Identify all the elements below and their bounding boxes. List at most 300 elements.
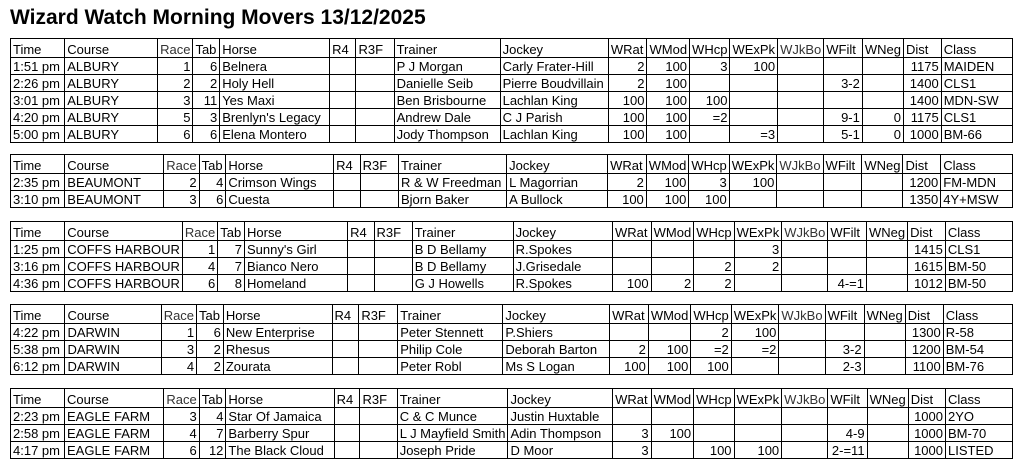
header-r4: R4 — [348, 222, 374, 241]
cell-wmod: 100 — [648, 341, 691, 358]
cell-wmod: 100 — [647, 75, 690, 92]
header-tab: Tab — [193, 39, 220, 58]
cell-course: ALBURY — [65, 109, 158, 126]
cell-class: CLS1 — [941, 109, 1012, 126]
cell-class: 4Y+MSW — [941, 191, 1013, 208]
cell-wjkbo — [779, 324, 825, 341]
cell-tab: 4 — [199, 408, 226, 425]
cell-trainer: L J Mayfield Smith — [397, 425, 508, 442]
header-dist: Dist — [905, 305, 943, 324]
race-group-table — [10, 221, 1013, 292]
table-row — [11, 109, 1013, 126]
header-class: Class — [941, 39, 1012, 58]
cell-wrat — [613, 258, 652, 275]
cell-class: 2YO — [946, 408, 1013, 425]
cell-horse: Elena Montero — [220, 126, 330, 143]
header-course: Course — [65, 39, 158, 58]
cell-course: DARWIN — [65, 358, 161, 375]
cell-wmod: 2 — [651, 275, 694, 292]
cell-wneg — [862, 174, 903, 191]
cell-course: COFFS HARBOUR — [65, 275, 183, 292]
cell-wfilt: 3-2 — [825, 341, 864, 358]
cell-dist: 1000 — [908, 425, 945, 442]
cell-jockey: C J Parish — [500, 109, 608, 126]
header-time: Time — [11, 222, 65, 241]
cell-tab: 12 — [199, 442, 226, 459]
cell-r3f — [360, 408, 397, 425]
header-race: Race — [158, 39, 193, 58]
header-tab: Tab — [218, 222, 245, 241]
header-trainer: Trainer — [412, 222, 513, 241]
header-r3f: R3F — [360, 155, 398, 174]
cell-tab: 4 — [199, 174, 226, 191]
table-row — [11, 191, 1013, 208]
header-jockey: Jockey — [508, 389, 613, 408]
cell-time: 6:12 pm — [11, 358, 65, 375]
cell-race: 6 — [182, 275, 217, 292]
cell-r3f — [359, 358, 398, 375]
cell-horse: Brenlyn's Legacy — [220, 109, 330, 126]
cell-trainer: Peter Stennett — [398, 324, 503, 341]
header-r4: R4 — [332, 305, 359, 324]
header-horse: Horse — [220, 39, 330, 58]
cell-time: 3:10 pm — [11, 191, 65, 208]
cell-time: 4:36 pm — [11, 275, 65, 292]
cell-wjkbo — [782, 442, 828, 459]
cell-r3f — [360, 425, 397, 442]
cell-wneg — [867, 408, 908, 425]
cell-trainer: Joseph Pride — [397, 442, 508, 459]
header-row — [11, 155, 1013, 174]
cell-r3f — [356, 58, 394, 75]
header-race: Race — [182, 222, 217, 241]
cell-wmod: 100 — [651, 425, 694, 442]
cell-class: FM-MDN — [941, 174, 1013, 191]
cell-tab: 3 — [193, 109, 220, 126]
cell-wjkbo — [778, 75, 824, 92]
cell-jockey: J.Grisedale — [513, 258, 612, 275]
cell-race: 5 — [158, 109, 193, 126]
cell-wrat: 100 — [610, 358, 649, 375]
header-horse: Horse — [226, 389, 334, 408]
cell-wjkbo — [777, 191, 823, 208]
cell-time: 3:16 pm — [11, 258, 65, 275]
header-tab: Tab — [199, 155, 226, 174]
cell-course: ALBURY — [65, 92, 158, 109]
header-class: Class — [945, 222, 1012, 241]
header-wmod: WMod — [651, 222, 694, 241]
header-wneg: WNeg — [862, 155, 903, 174]
header-wmod: WMod — [646, 155, 689, 174]
cell-time: 1:51 pm — [11, 58, 65, 75]
cell-race: 6 — [164, 442, 199, 459]
cell-tab: 7 — [199, 425, 226, 442]
header-wrat: WRat — [608, 155, 647, 174]
cell-jockey: Justin Huxtable — [508, 408, 613, 425]
header-wexpk: WExPk — [729, 155, 777, 174]
cell-whcp: 2 — [691, 324, 731, 341]
header-r3f: R3F — [374, 222, 412, 241]
cell-whcp: 2 — [694, 258, 734, 275]
cell-whcp: 100 — [690, 92, 730, 109]
header-wexpk: WExPk — [734, 222, 782, 241]
cell-wexpk — [729, 191, 777, 208]
table-row — [11, 408, 1013, 425]
table-row — [11, 358, 1013, 375]
header-r4: R4 — [330, 39, 356, 58]
cell-wjkbo — [779, 358, 825, 375]
cell-horse: Homeland — [245, 275, 348, 292]
cell-wmod: 100 — [646, 174, 689, 191]
header-wfilt: WFilt — [823, 155, 862, 174]
cell-r4 — [330, 58, 356, 75]
cell-race: 6 — [158, 126, 193, 143]
cell-time: 2:26 pm — [11, 75, 65, 92]
cell-wneg — [867, 241, 908, 258]
header-dist: Dist — [903, 155, 941, 174]
cell-wmod: 100 — [647, 58, 690, 75]
cell-wrat: 2 — [608, 174, 647, 191]
header-wexpk: WExPk — [730, 39, 778, 58]
cell-race: 4 — [161, 358, 196, 375]
table-row — [11, 174, 1013, 191]
cell-wmod: 100 — [647, 92, 690, 109]
cell-race: 1 — [161, 324, 196, 341]
cell-tab: 11 — [193, 92, 220, 109]
cell-dist: 1175 — [904, 109, 942, 126]
cell-wmod: 100 — [646, 191, 689, 208]
cell-wrat: 2 — [608, 75, 647, 92]
cell-wfilt: 3-2 — [824, 75, 863, 92]
cell-course: ALBURY — [65, 126, 158, 143]
header-tab: Tab — [199, 389, 226, 408]
cell-tab: 2 — [197, 341, 224, 358]
cell-dist: 1415 — [908, 241, 946, 258]
header-jockey: Jockey — [507, 155, 608, 174]
cell-wmod — [648, 324, 691, 341]
cell-wjkbo — [782, 275, 828, 292]
cell-r4 — [334, 191, 361, 208]
cell-wfilt: 2-=11 — [828, 442, 867, 459]
header-wjkbo: WJkBo — [778, 39, 824, 58]
header-trainer: Trainer — [398, 155, 506, 174]
cell-r3f — [359, 324, 398, 341]
cell-r3f — [356, 126, 394, 143]
cell-r4 — [334, 442, 360, 459]
header-tab: Tab — [197, 305, 224, 324]
cell-class: CLS1 — [945, 241, 1012, 258]
cell-r3f — [360, 191, 398, 208]
cell-dist: 1200 — [903, 174, 941, 191]
cell-class: BM-50 — [945, 258, 1012, 275]
cell-wmod — [651, 241, 694, 258]
cell-time: 4:17 pm — [11, 442, 65, 459]
header-row — [11, 39, 1013, 58]
cell-trainer: G J Howells — [412, 275, 513, 292]
cell-course: EAGLE FARM — [65, 408, 164, 425]
cell-tab: 6 — [199, 191, 226, 208]
cell-class: BM-76 — [943, 358, 1012, 375]
cell-course: EAGLE FARM — [65, 442, 164, 459]
table-row — [11, 126, 1013, 143]
header-whcp: WHcp — [689, 155, 729, 174]
cell-r4 — [348, 275, 374, 292]
cell-dist: 1012 — [908, 275, 946, 292]
header-time: Time — [11, 155, 65, 174]
cell-tab: 8 — [218, 275, 245, 292]
header-r3f: R3F — [360, 389, 397, 408]
header-wjkbo: WJkBo — [777, 155, 823, 174]
cell-tab: 6 — [197, 324, 224, 341]
cell-horse: Crimson Wings — [226, 174, 334, 191]
cell-wexpk — [734, 425, 782, 442]
cell-wmod — [651, 408, 694, 425]
table-row — [11, 275, 1013, 292]
cell-r4 — [330, 126, 356, 143]
cell-wneg: 0 — [862, 109, 903, 126]
cell-wneg — [867, 275, 908, 292]
cell-horse: Star Of Jamaica — [226, 408, 334, 425]
table-row — [11, 425, 1013, 442]
cell-r4 — [348, 258, 374, 275]
cell-wexpk: 2 — [734, 258, 782, 275]
cell-wfilt — [823, 191, 862, 208]
cell-jockey: Pierre Boudvillain — [500, 75, 608, 92]
table-row — [11, 58, 1013, 75]
cell-class: BM-50 — [945, 275, 1012, 292]
cell-dist: 1350 — [903, 191, 941, 208]
page-title: Wizard Watch Morning Movers 13/12/2025 — [10, 6, 426, 29]
header-jockey: Jockey — [513, 222, 612, 241]
header-time: Time — [11, 389, 65, 408]
cell-whcp — [694, 408, 734, 425]
header-wjkbo: WJkBo — [782, 222, 828, 241]
cell-wmod: 100 — [647, 109, 690, 126]
cell-wexpk: 100 — [731, 324, 779, 341]
cell-race: 3 — [164, 191, 199, 208]
cell-wrat — [613, 408, 652, 425]
cell-dist: 1300 — [905, 324, 943, 341]
cell-wjkbo — [782, 241, 828, 258]
cell-race: 4 — [164, 425, 199, 442]
cell-r3f — [374, 258, 412, 275]
cell-wrat: 100 — [608, 92, 647, 109]
cell-class: LISTED — [946, 442, 1013, 459]
cell-wjkbo — [782, 408, 828, 425]
cell-wfilt — [828, 258, 867, 275]
header-time: Time — [11, 39, 65, 58]
cell-horse: Bianco Nero — [245, 258, 348, 275]
header-course: Course — [65, 222, 183, 241]
cell-dist: 1000 — [908, 442, 945, 459]
cell-whcp — [694, 241, 734, 258]
cell-jockey: A Bullock — [507, 191, 608, 208]
cell-jockey: Deborah Barton — [503, 341, 610, 358]
cell-horse: Barberry Spur — [226, 425, 334, 442]
header-dist: Dist — [908, 389, 945, 408]
cell-wmod: 100 — [647, 126, 690, 143]
cell-wrat: 2 — [610, 341, 649, 358]
cell-whcp — [690, 126, 730, 143]
cell-wjkbo — [782, 258, 828, 275]
cell-r4 — [334, 425, 360, 442]
cell-wneg — [864, 358, 905, 375]
cell-tab: 7 — [218, 241, 245, 258]
cell-whcp: 2 — [694, 275, 734, 292]
cell-wexpk: 100 — [734, 442, 782, 459]
cell-trainer: Ben Brisbourne — [394, 92, 500, 109]
header-jockey: Jockey — [503, 305, 610, 324]
table-row — [11, 92, 1013, 109]
cell-course: DARWIN — [65, 341, 161, 358]
header-horse: Horse — [226, 155, 334, 174]
cell-time: 2:23 pm — [11, 408, 65, 425]
cell-class: R-58 — [943, 324, 1012, 341]
cell-wneg — [862, 75, 903, 92]
header-course: Course — [65, 305, 161, 324]
cell-class: BM-70 — [946, 425, 1013, 442]
cell-wrat: 100 — [608, 109, 647, 126]
cell-trainer: B D Bellamy — [412, 258, 513, 275]
cell-r4 — [334, 408, 360, 425]
cell-wrat: 100 — [608, 191, 647, 208]
header-wrat: WRat — [613, 222, 652, 241]
cell-dist: 1100 — [905, 358, 943, 375]
cell-wjkbo — [778, 58, 824, 75]
cell-race: 2 — [164, 174, 199, 191]
cell-r3f — [356, 75, 394, 92]
cell-wrat: 2 — [608, 58, 647, 75]
cell-r4 — [330, 109, 356, 126]
cell-wneg — [867, 258, 908, 275]
header-class: Class — [946, 389, 1013, 408]
race-group-table — [10, 388, 1013, 459]
cell-wneg: 0 — [862, 126, 903, 143]
cell-time: 1:25 pm — [11, 241, 65, 258]
cell-horse: New Enterprise — [223, 324, 332, 341]
cell-wfilt — [823, 174, 862, 191]
cell-time: 5:38 pm — [11, 341, 65, 358]
header-wmod: WMod — [651, 389, 694, 408]
cell-jockey: R.Spokes — [513, 275, 612, 292]
header-row — [11, 222, 1013, 241]
cell-jockey: Ms S Logan — [503, 358, 610, 375]
header-wrat: WRat — [608, 39, 647, 58]
cell-wneg — [864, 324, 905, 341]
header-wexpk: WExPk — [734, 389, 782, 408]
header-time: Time — [11, 305, 65, 324]
cell-wfilt: 4-=1 — [828, 275, 867, 292]
cell-wexpk — [731, 358, 779, 375]
cell-jockey: Adin Thompson — [508, 425, 613, 442]
cell-dist: 1400 — [904, 75, 942, 92]
header-wneg: WNeg — [864, 305, 905, 324]
cell-wfilt: 9-1 — [824, 109, 863, 126]
cell-horse: Zourata — [223, 358, 332, 375]
cell-wfilt — [828, 408, 867, 425]
cell-r3f — [374, 275, 412, 292]
cell-dist: 1400 — [904, 92, 942, 109]
cell-wneg — [862, 191, 903, 208]
cell-horse: Belnera — [220, 58, 330, 75]
cell-horse: Cuesta — [226, 191, 334, 208]
cell-r4 — [348, 241, 374, 258]
cell-jockey: Carly Frater-Hill — [500, 58, 608, 75]
header-wjkbo: WJkBo — [782, 389, 828, 408]
cell-trainer: Philip Cole — [398, 341, 503, 358]
cell-horse: Sunny's Girl — [245, 241, 348, 258]
cell-tab: 6 — [193, 58, 220, 75]
cell-wexpk — [730, 75, 778, 92]
cell-dist: 1000 — [908, 408, 945, 425]
header-wmod: WMod — [647, 39, 690, 58]
cell-wfilt — [824, 92, 863, 109]
cell-wexpk — [734, 275, 782, 292]
cell-tab: 7 — [218, 258, 245, 275]
cell-wjkbo — [782, 425, 828, 442]
cell-trainer: Peter Robl — [398, 358, 503, 375]
header-whcp: WHcp — [690, 39, 730, 58]
cell-race: 3 — [161, 341, 196, 358]
cell-wfilt: 4-9 — [828, 425, 867, 442]
cell-horse: Yes Maxi — [220, 92, 330, 109]
header-course: Course — [65, 155, 164, 174]
cell-wrat: 3 — [613, 442, 652, 459]
cell-r3f — [360, 174, 398, 191]
cell-whcp: 100 — [694, 442, 734, 459]
cell-jockey: R.Spokes — [513, 241, 612, 258]
cell-trainer: Bjorn Baker — [398, 191, 506, 208]
cell-horse: Holy Hell — [220, 75, 330, 92]
cell-whcp: 100 — [691, 358, 731, 375]
cell-jockey: P.Shiers — [503, 324, 610, 341]
cell-r3f — [360, 442, 397, 459]
cell-wrat — [613, 241, 652, 258]
cell-wexpk: =2 — [731, 341, 779, 358]
cell-wexpk: =3 — [730, 126, 778, 143]
header-wneg: WNeg — [867, 222, 908, 241]
cell-race: 4 — [182, 258, 217, 275]
header-jockey: Jockey — [500, 39, 608, 58]
cell-r3f — [356, 109, 394, 126]
header-trainer: Trainer — [397, 389, 508, 408]
cell-wfilt — [824, 58, 863, 75]
cell-race: 1 — [158, 58, 193, 75]
header-wneg: WNeg — [867, 389, 908, 408]
header-wjkbo: WJkBo — [779, 305, 825, 324]
header-class: Class — [941, 155, 1013, 174]
cell-wexpk: 3 — [734, 241, 782, 258]
cell-trainer: B D Bellamy — [412, 241, 513, 258]
cell-tab: 2 — [193, 75, 220, 92]
header-race: Race — [164, 389, 199, 408]
cell-trainer: Andrew Dale — [394, 109, 500, 126]
header-horse: Horse — [223, 305, 332, 324]
cell-jockey: L Magorrian — [507, 174, 608, 191]
header-r4: R4 — [334, 389, 360, 408]
cell-jockey: Lachlan King — [500, 92, 608, 109]
cell-time: 5:00 pm — [11, 126, 65, 143]
cell-wjkbo — [778, 92, 824, 109]
header-wfilt: WFilt — [828, 389, 867, 408]
header-row — [11, 389, 1013, 408]
cell-wmod — [651, 258, 694, 275]
cell-class: BM-66 — [941, 126, 1012, 143]
header-wexpk: WExPk — [731, 305, 779, 324]
cell-time: 2:58 pm — [11, 425, 65, 442]
cell-r4 — [332, 324, 359, 341]
cell-wneg — [862, 58, 903, 75]
